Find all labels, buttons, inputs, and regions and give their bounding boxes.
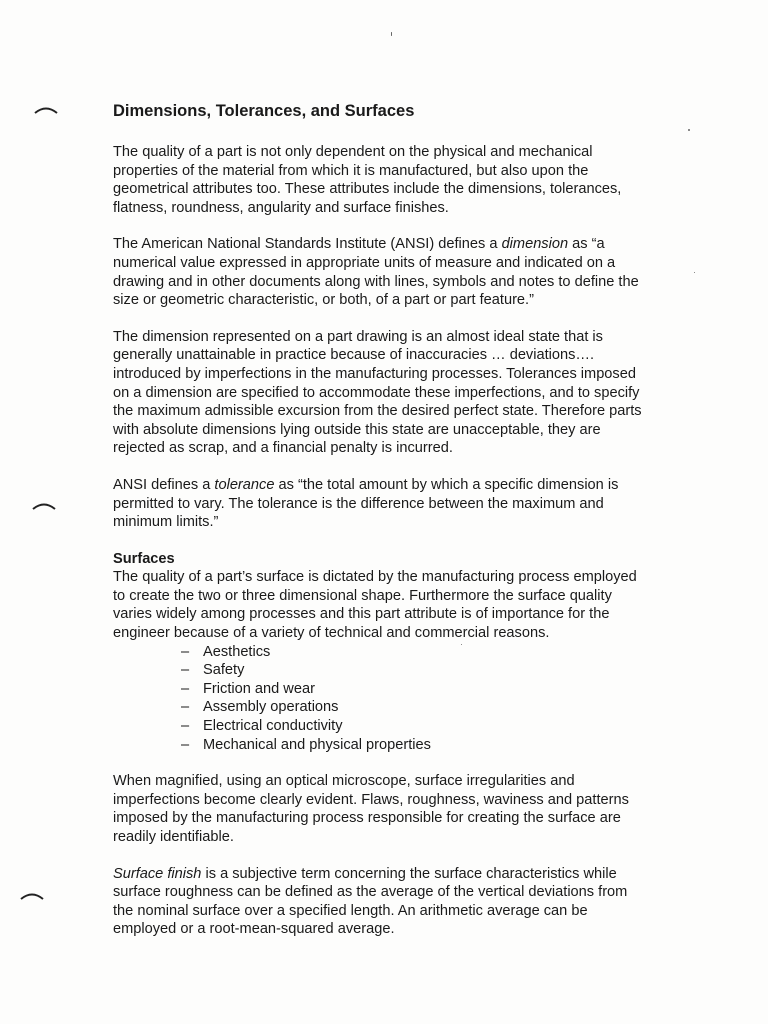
punch-hole-mark-icon — [32, 500, 56, 512]
text-run: The American National Standards Institute (ANSI) defines a — [113, 236, 502, 253]
paragraph-surfaces-intro: The quality of a part’s surface is dictated by the manufacturing process employed to create the two or three dimensional shape. Furthermore the surface quality varies widely among processes and this part attribute is of importance for the engineer because of a variety of technical and commercial reasons. — [113, 569, 637, 642]
list-item — [181, 698, 648, 717]
text-run: as “a numerical value expressed in appropriate units of measure and indicated on a drawing and in other documents along with lines, symbols and notes to define the size or geometric characteristic, or both, of a part or part feature.” — [113, 236, 639, 309]
text-run: ANSI defines a — [113, 476, 215, 493]
paragraph-ideal-state: The dimension represented on a part drawing is an almost ideal state that is generally unattainable in practice because of inaccuracies … deviations…. introduced by imperfections in the manufacturing processes. Tolerances imposed on a dimension are specified to accommodate these imperfections, and to specify the maximum admissible excursion from the desired perfect state. Therefore parts with absolute dimensions lying outside this state are unacceptable, they are rejected as scrap, and a financial penalty is incurred. — [113, 328, 642, 457]
paragraph-dimension-definition — [113, 235, 648, 309]
dash-bullet: – — [181, 699, 190, 716]
list-item — [181, 736, 648, 755]
reasons-list — [113, 643, 648, 755]
list-item-label: Electrical conductivity — [203, 718, 343, 735]
list-item-label: Mechanical and physical properties — [203, 736, 431, 753]
term-tolerance: tolerance — [214, 476, 275, 493]
scan-speck — [391, 32, 392, 36]
term-dimension: dimension — [501, 236, 569, 253]
list-item-label: Assembly operations — [203, 699, 339, 716]
paragraph-tolerance-definition — [113, 476, 648, 532]
dash-bullet: – — [181, 718, 190, 735]
punch-hole-mark-icon — [20, 890, 44, 902]
document-body — [113, 100, 648, 957]
list-item — [181, 680, 648, 699]
paragraph-surface-finish — [113, 865, 648, 939]
dash-bullet: – — [181, 736, 190, 753]
scan-speck — [694, 272, 695, 273]
paragraph-quality: The quality of a part is not only dependent on the physical and mechanical properties of the material from which it is manufactured, but also upon the geometrical attributes too. These attributes include the dimensions, tolerances, flatness, roundness, angularity and surface finishes. — [113, 144, 622, 216]
list-item — [181, 717, 648, 736]
list-item — [181, 661, 648, 680]
list-item-label: Friction and wear — [203, 680, 315, 697]
text-run: is a subjective term concerning the surface characteristics while surface roughness can be defined as the average of the vertical deviations from the nominal surface over a specified length. An arithmetic average can be employed or a root-mean-squared average. — [113, 865, 628, 938]
punch-hole-mark-icon — [34, 104, 58, 116]
list-item — [181, 643, 648, 662]
dash-bullet: – — [181, 643, 190, 660]
section-heading-surfaces: Surfaces — [113, 550, 175, 567]
dash-bullet: – — [181, 662, 190, 679]
page-title: Dimensions, Tolerances, and Surfaces — [113, 102, 415, 120]
list-item-label: Safety — [203, 662, 245, 679]
paragraph-magnified: When magnified, using an optical microscope, surface irregularities and imperfections become clearly evident. Flaws, roughness, waviness and patterns imposed by the manufacturing process responsible for creating the surface are readily identifiable. — [113, 773, 629, 845]
list-item-label: Aesthetics — [203, 643, 271, 660]
text-run: as “the total amount by which a specific dimension is permitted to vary. The tolerance is the difference between the maximum and minimum limits.” — [113, 476, 619, 531]
term-surface-finish: Surface finish — [113, 865, 202, 882]
dash-bullet: – — [181, 680, 190, 697]
scan-speck — [688, 129, 690, 131]
